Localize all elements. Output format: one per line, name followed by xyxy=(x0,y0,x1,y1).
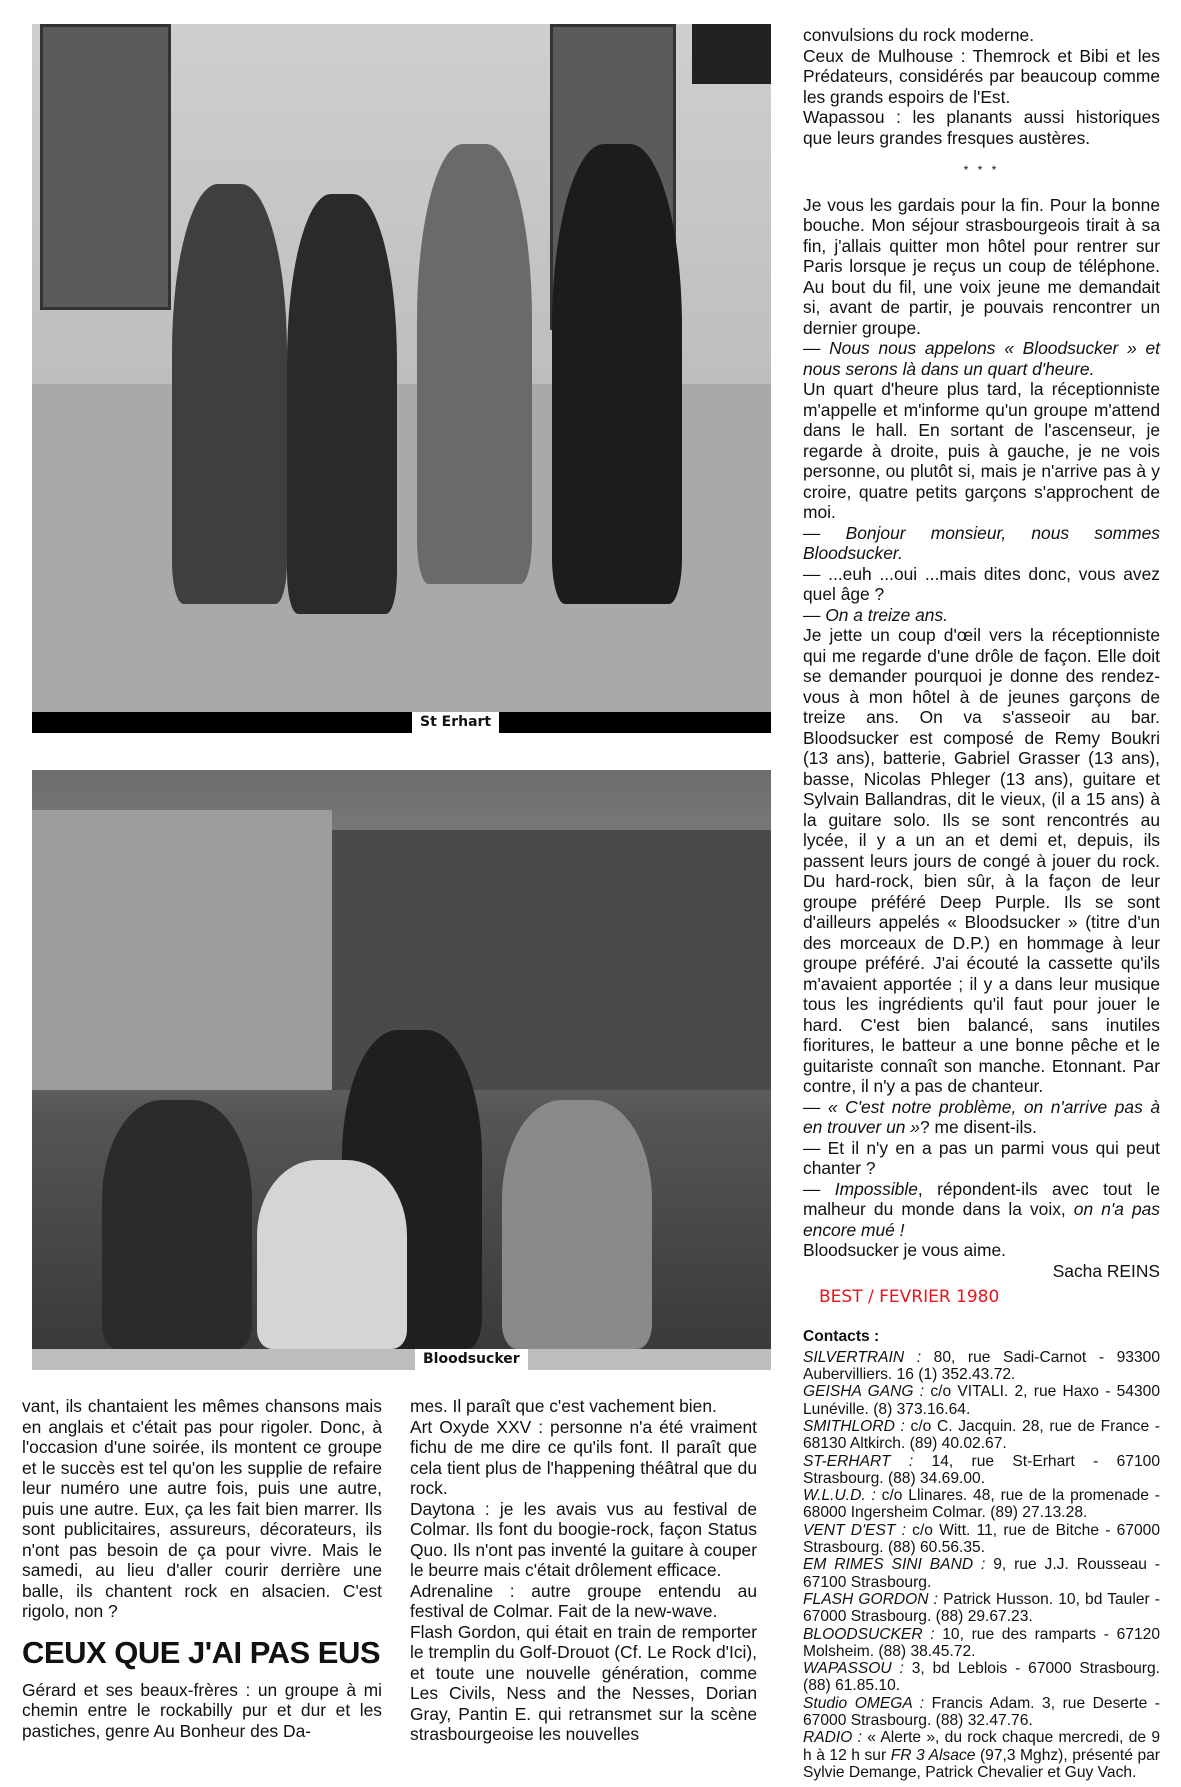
contact-text: 3, bd Leblois - 67000 Strasbourg. (88) 61.85.10. xyxy=(803,1660,1160,1695)
source-label: BEST / FEVRIER 1980 xyxy=(819,1287,1000,1307)
contact-text: c/o Witt. 11, rue de Bitche - 67000 Strasbourg. (88) 60.56.35. xyxy=(803,1521,1160,1557)
contact-item xyxy=(803,1418,1160,1453)
contact-name: BLOODSUCKER : xyxy=(803,1625,935,1643)
paragraph: Je jette un coup d'œil vers la réceptionniste qui me regarde d'une drôle de façon. Elle doit se demander pourquoi je donne des rendez-vous à mon hôtel à de jeunes garçons de treize ans. On va s'asseoir au bar. Bloodsucker est composé de Remy Boukri (13 ans), batterie, Gabriel Grasser (13 ans), basse, Nicolas Phleger (13 ans), guitare et Sylvain Ballandras, dit le vieux, (il a 15 ans) à la guitare solo. Ils se sont rencontrés au lycée, il y a un an et demi et, depuis, ils passent leurs jours de congé à jouer du rock. Du hard-rock, bien sûr, à la façon de leur groupe préféré Deep Purple. Ils se sont d'ailleurs appelés « Bloodsucker » (titre d'un des morceaux de D.P.) en hommage à leur groupe préféré. J'ai écouté la cassette qu'ils m'avaient apportée ; il y a dans leur musique tous les ingrédients qu'il faut pour jouer le hard. C'est bien balancé, sans inutiles fioritures, le batteur a une bonne pêche et le guitariste connaît son manche. Etonnant. Par contre, il n'y a pas de chanteur. xyxy=(803,625,1160,1096)
dialogue-line: — Nous nous appelons « Bloodsucker » et nous serons là dans un quart d'heure. xyxy=(803,338,1160,379)
paragraph: Adrenaline : autre groupe entendu au festival de Colmar. Fait de la new-wave. xyxy=(410,1580,757,1621)
photo-bloodsucker xyxy=(32,770,771,1349)
dialogue-line: — Et il n'y en a pas un parmi vous qui peut chanter ? xyxy=(803,1137,1160,1178)
dialogue-text: ? me disent-ils. xyxy=(919,1117,1037,1137)
section-heading: CEUX QUE J'AI PAS EUS xyxy=(22,1634,381,1670)
band-member-figure xyxy=(172,184,287,604)
contact-text: « Alerte », du rock chaque mercredi, de 9 h à 12 h sur xyxy=(803,1729,1160,1764)
paragraph: Flash Gordon, qui était en train de remporter le tremplin du Golf-Drouot (Cf. Le Rock d'Ici), et toute une nouvelle génération, comme Les Civils, Ness and the Nesses, Dorian Gray, Pantin E. qui retransmet sur la scène strasbourgeoise les nouvelles xyxy=(410,1621,757,1744)
contact-text: Patrick Husson. 10, bd Tauler - 67000 Strasbourg. (88) 29.67.23. xyxy=(803,1590,1160,1626)
paragraph: Wapassou : les planants aussi historiques que leurs grandes fresques austères. xyxy=(803,107,1160,148)
contact-item xyxy=(803,1591,1160,1626)
paragraph: Gérard et ses beaux-frères : un groupe à mi chemin entre le rockabilly pur et dur et les pastiches, genre Au Bonheur des Da- xyxy=(22,1679,382,1741)
dialogue-italic: — « C'est notre problème, on n'arrive pas à en trouver un » xyxy=(803,1096,1160,1137)
section-separator: * * * xyxy=(963,163,1000,177)
contact-text: 10, rue des ramparts - 67120 Molsheim. (88) 38.45.72. xyxy=(803,1625,1160,1660)
photo-caption: Bloodsucker xyxy=(415,1349,528,1370)
contact-item xyxy=(803,1695,1160,1730)
contact-name: Studio OMEGA : xyxy=(803,1694,925,1712)
contacts-list xyxy=(803,1349,1160,1730)
article-left-column xyxy=(22,1396,382,1741)
dash: — xyxy=(803,1178,835,1199)
radio-station: FR 3 Alsace xyxy=(890,1746,976,1764)
band-member-figure xyxy=(552,144,682,604)
contacts-title: Contacts : xyxy=(803,1327,880,1345)
contact-name: WAPASSOU : xyxy=(803,1660,904,1678)
photo-caption-bar xyxy=(32,1349,771,1370)
band-member-figure xyxy=(287,194,397,614)
author-signature: Sacha REINS xyxy=(1052,1260,1160,1281)
contact-item xyxy=(803,1660,1160,1695)
contact-name: ST-ERHART : xyxy=(803,1452,914,1470)
paragraph: vant, ils chantaient les mêmes chansons mais en anglais et c'était pas pour rigoler. Donc, à l'occasion d'une soirée, ils montent ce groupe et le succès est tel qu'on les supplie de refaire leur numéro une autre fois, puis une autre, puis une autre. Eux, ça les fait bien marrer. Ils sont publicitaires, assureurs, décorateurs, ils n'ont pas besoin de ça pour vivre. Mais le samedi, au lieu d'aller courir derrière une balle, ils chantent rock en alsacien. C'est rigolo, non ? xyxy=(22,1396,382,1621)
dialogue-text: , répondent-ils avec tout le malheur du monde dans la voix, xyxy=(803,1178,1160,1219)
contact-item xyxy=(803,1729,1160,1781)
contact-text: c/o Llinares. 48, rue de la promenade - 68000 Ingersheim Colmar. (89) 27.13.28. xyxy=(803,1487,1160,1522)
contact-text: c/o C. Jacquin. 28, rue de France - 68130 Altkirch. (89) 40.02.67. xyxy=(803,1417,1161,1453)
contact-text: 9, rue J.J. Rousseau - 67100 Strasbourg. xyxy=(803,1556,1160,1591)
contact-item xyxy=(803,1626,1160,1661)
contact-item xyxy=(803,1556,1160,1591)
contact-item xyxy=(803,1453,1160,1488)
band-member-figure xyxy=(417,144,532,584)
contact-text: 14, rue St-Erhart - 67100 Strasbourg. (88) 34.69.00. xyxy=(803,1452,1160,1487)
paragraph: Daytona : je les avais vus au festival de Colmar. Ils font du boogie-rock, façon Status Quo. Ils n'ont pas inventé la guitare à couper le beurre mais c'était drôlement efficace. xyxy=(410,1498,757,1580)
window-shutter-left xyxy=(40,24,171,310)
contact-text: Francis Adam. 3, rue Deserte - 67000 Strasbourg. (88) 32.47.76. xyxy=(803,1694,1160,1730)
dialogue-line: — On a treize ans. xyxy=(803,604,948,625)
paragraph: Ceux de Mulhouse : Themrock et Bibi et les Prédateurs, considérés par beaucoup comme les grands espoirs de l'Est. xyxy=(803,45,1160,107)
paragraph: Je vous les gardais pour la fin. Pour la bonne bouche. Mon séjour strasbourgeois tirait à sa fin, j'allais quitter mon hôtel pour rentrer sur Paris lorsque je reçus un coup de téléphone. Au bout du fil, une voix jeune me demandait si, avant de partir, je pouvais rencontrer un dernier groupe. xyxy=(803,194,1160,338)
contact-text: 80, rue Sadi-Carnot - 93300 Aubervilliers. 16 (1) 352.43.72. xyxy=(803,1348,1161,1384)
paragraph: Un quart d'heure plus tard, la réceptionniste m'appelle et m'informe qu'un groupe m'attend dans le hall. En sortant de l'ascenseur, je regarde à droite, puis à gauche, je ne vois personne, ou plutôt si, mais je n'arrive pas à y croire, quatre petits garçons s'approchent de moi. xyxy=(803,379,1160,522)
contact-item xyxy=(803,1383,1160,1418)
contact-item xyxy=(803,1349,1160,1384)
contact-name: FLASH GORDON : xyxy=(803,1590,939,1608)
closing-line: Bloodsucker je vous aime. xyxy=(803,1240,1006,1260)
contact-text: (97,3 Mghz), présenté par Sylvie Demange, Patrick Chevalier et Guy Vach. xyxy=(803,1746,1160,1781)
contact-text: c/o VITALI. 2, rue Haxo - 54300 Lunéville. (8) 373.16.64. xyxy=(803,1383,1160,1418)
photo-st-erhart xyxy=(32,24,771,712)
dialogue-line xyxy=(803,1179,1160,1241)
photo-caption: St Erhart xyxy=(412,712,499,733)
contact-item xyxy=(803,1487,1160,1522)
band-member-figure xyxy=(257,1160,407,1349)
dialogue-italic: Impossible xyxy=(834,1178,918,1199)
dialogue-line: — Bonjour monsieur, nous sommes Bloodsucker. xyxy=(803,522,1160,563)
contacts-section xyxy=(803,1328,1160,1782)
band-member-figure xyxy=(502,1100,652,1349)
building xyxy=(32,810,332,1090)
paragraph: Art Oxyde XXV : personne n'a été vraiment fichu de me dire ce qu'ils font. Il paraît que cela tient plus de l'happening théâtral que du rock. xyxy=(410,1416,757,1498)
paragraph: convulsions du rock moderne. xyxy=(803,25,1035,45)
band-member-figure xyxy=(102,1100,252,1349)
contact-name: SILVERTRAIN : xyxy=(803,1348,922,1366)
dialogue-italic: on n'a pas encore mué ! xyxy=(803,1199,1160,1240)
contact-name: RADIO : xyxy=(803,1729,862,1747)
dialogue-line: — ...euh ...oui ...mais dites donc, vous avez quel âge ? xyxy=(803,563,1160,604)
window xyxy=(692,24,771,84)
dialogue-line xyxy=(803,1097,1160,1138)
photo-caption-bar xyxy=(32,712,771,733)
contact-name: W.L.U.D. : xyxy=(803,1487,876,1505)
paragraph: mes. Il paraît que c'est vachement bien. xyxy=(410,1396,717,1416)
contact-name: VENT D'EST : xyxy=(803,1521,906,1539)
contact-name: GEISHA GANG : xyxy=(803,1383,925,1401)
contact-name: EM RIMES SINI BAND : xyxy=(803,1556,986,1574)
article-right-column xyxy=(803,25,1160,1781)
contact-item xyxy=(803,1522,1160,1557)
contact-name: SMITHLORD : xyxy=(803,1417,905,1435)
article-middle-column xyxy=(410,1396,757,1745)
